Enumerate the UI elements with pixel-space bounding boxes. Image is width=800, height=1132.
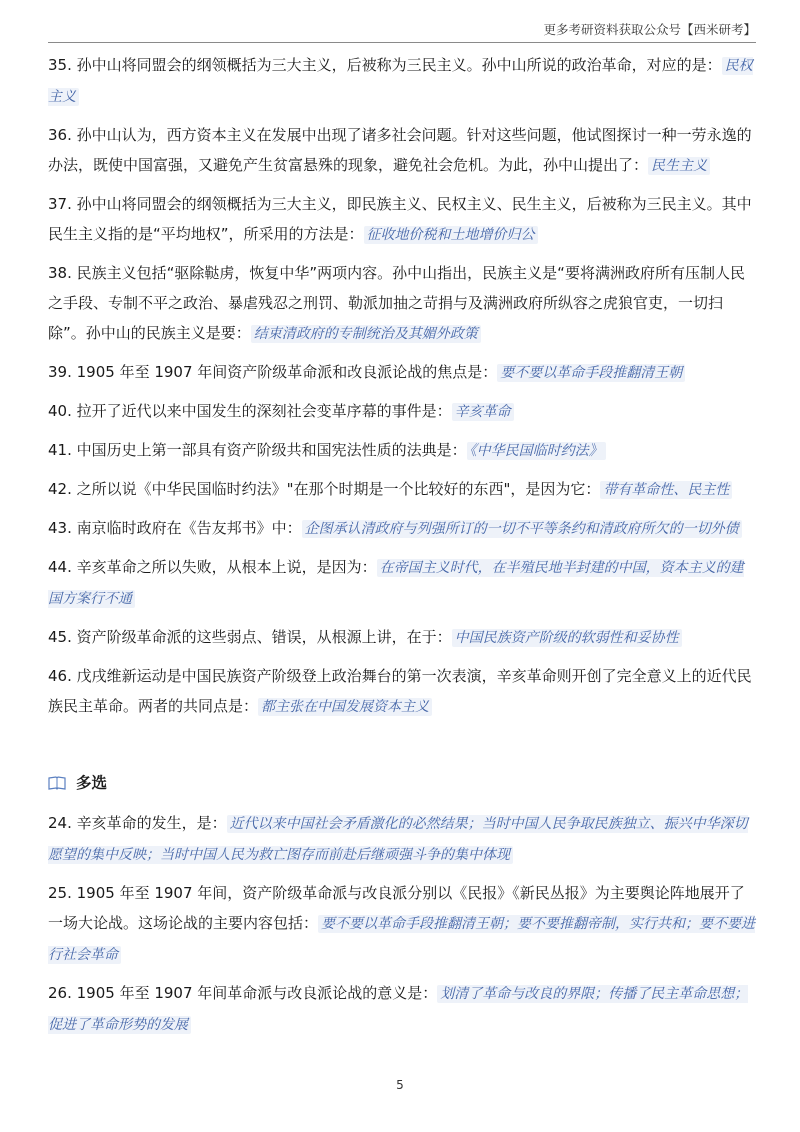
question-item	[48, 622, 756, 653]
question-text: 46. 戊戌维新运动是中国民族资产阶级登上政治舞台的第一次表演，辛亥革命则开创了完全意义上的近代民族民主革命。两者的共同点是：	[48, 667, 752, 715]
question-text: 42. 之所以说《中华民国临时约法》"在那个时期是一个比较好的东西"，是因为它：	[48, 480, 601, 498]
question-item	[48, 189, 756, 250]
question-item	[48, 661, 756, 722]
question-text: 24. 辛亥革命的发生，是：	[48, 814, 227, 832]
question-item	[48, 474, 756, 505]
answer-text: 中国民族资产阶级的软弱性和妥协性	[452, 629, 682, 647]
question-item	[48, 808, 756, 870]
section-title: 多选	[76, 774, 108, 792]
multi-choice-list	[48, 808, 756, 1040]
question-item	[48, 513, 756, 544]
question-text: 45. 资产阶级革命派的这些弱点、错误，从根源上讲，在于：	[48, 628, 452, 646]
answer-text: 在帝国主义时代，在半殖民地半封建的中国，资本主义的建国方案行不通	[48, 560, 744, 607]
question-text: 40. 拉开了近代以来中国发生的深刻社会变革序幕的事件是：	[48, 402, 452, 420]
question-item	[48, 878, 756, 970]
question-text: 41. 中国历史上第一部具有资产阶级共和国宪法性质的法典是：	[48, 441, 467, 459]
single-choice-list	[48, 50, 756, 722]
answer-text: 划清了革命与改良的界限；传播了民主革命思想；促进了革命形势的发展	[48, 986, 749, 1033]
book-icon	[48, 776, 66, 790]
question-text: 36. 孙中山认为，西方资本主义在发展中出现了诸多社会问题。针对这些问题，他试图探讨一种一劳永逸的办法，既使中国富强，又避免产生贫富悬殊的现象，避免社会危机。为此，孙中山提出了：	[48, 126, 752, 174]
answer-text: 都主张在中国发展资本主义	[258, 698, 432, 716]
question-text: 26. 1905 年至 1907 年间革命派与改良派论战的意义是：	[48, 984, 438, 1002]
question-text: 25. 1905 年至 1907 年间，资产阶级革命派与改良派分别以《民报》《新民丛报》为主要舆论阵地展开了一场大论战。这场论战的主要内容包括：	[48, 884, 745, 932]
section-heading	[48, 768, 756, 798]
page-footer	[0, 1078, 800, 1092]
question-item	[48, 552, 756, 614]
answer-text: 征收地价税和土地增价归公	[364, 226, 538, 244]
question-item	[48, 435, 756, 466]
question-item	[48, 120, 756, 181]
page-content	[48, 50, 756, 1048]
answer-text: 企图承认清政府与列强所订的一切不平等条约和清政府所欠的一切外债	[302, 520, 742, 538]
answer-text: 近代以来中国社会矛盾激化的必然结果；当时中国人民争取民族独立、振兴中华深切愿望的集中反映；当时中国人民为救亡图存而前赴后继顽强斗争的集中体现	[48, 816, 748, 863]
question-item	[48, 396, 756, 427]
page-header	[48, 20, 756, 43]
answer-text: 民生主义	[648, 157, 710, 175]
answer-text: 《中华民国临时约法》	[467, 442, 606, 460]
question-item	[48, 978, 756, 1040]
question-text: 43. 南京临时政府在《告友邦书》中：	[48, 519, 302, 537]
question-text: 37. 孙中山将同盟会的纲领概括为三大主义，即民族主义、民权主义、民生主义，后被称为三民主义。其中民生主义指的是“平均地权”，所采用的方法是：	[48, 195, 752, 243]
question-item	[48, 357, 756, 388]
question-text: 44. 辛亥革命之所以失败，从根本上说，是因为：	[48, 558, 377, 576]
question-item	[48, 50, 756, 112]
question-text: 39. 1905 年至 1907 年间资产阶级革命派和改良派论战的焦点是：	[48, 363, 498, 381]
answer-text: 要不要以革命手段推翻清王朝	[497, 364, 685, 382]
answer-text: 要不要以革命手段推翻清王朝；要不要推翻帝制，实行共和；要不要进行社会革命	[48, 916, 756, 963]
question-text: 38. 民族主义包括“驱除鞑虏，恢复中华”两项内容。孙中山指出，民族主义是“要将满洲政府所有压制人民之手段、专制不平之政治、暴虐残忍之刑罚、勒派加抽之苛捐与及满洲政府所纵容之虎狼官吏，一切扫除”。孙中山的民族主义是要：	[48, 264, 745, 342]
answer-text: 带有革命性、民主性	[600, 481, 732, 499]
page-number: 5	[396, 1078, 404, 1092]
answer-text: 民权主义	[48, 58, 753, 105]
answer-text: 辛亥革命	[452, 403, 514, 421]
question-text: 35. 孙中山将同盟会的纲领概括为三大主义，后被称为三民主义。孙中山所说的政治革命，对应的是：	[48, 56, 722, 74]
header-text: 更多考研资料获取公众号【西米研考】	[543, 22, 756, 37]
answer-text: 结束清政府的专制统治及其媚外政策	[251, 325, 481, 343]
question-item	[48, 258, 756, 349]
